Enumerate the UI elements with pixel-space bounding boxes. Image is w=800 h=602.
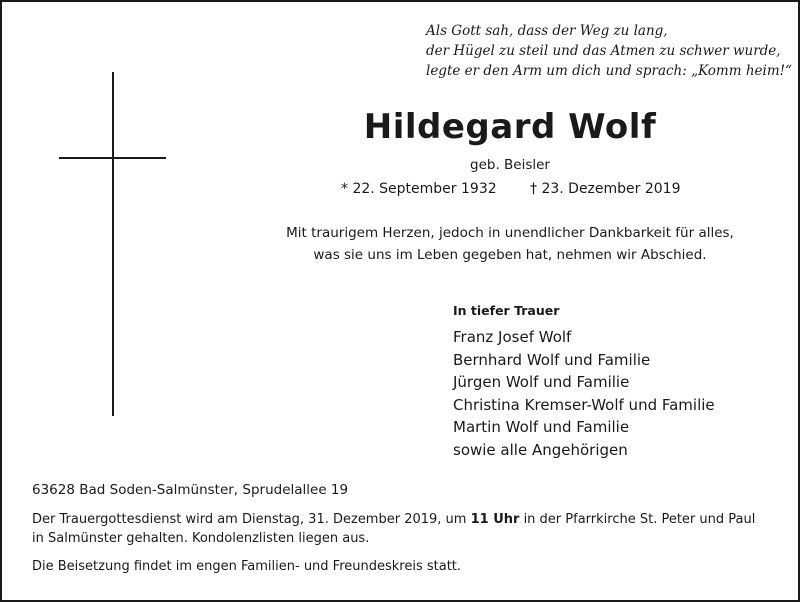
service-time: 11 Uhr <box>470 512 520 527</box>
mourner-item: Martin Wolf und Familie <box>453 418 630 436</box>
cross-icon-horizontal <box>59 157 166 159</box>
mourner-item: Jürgen Wolf und Familie <box>453 373 630 391</box>
service-line-2: in Salmünster gehalten. Kondolenzlisten liegen aus. <box>32 531 370 546</box>
family-address: 63628 Bad Soden-Salmünster, Sprudelallee 19 <box>32 482 349 498</box>
mourner-item: Bernhard Wolf und Familie <box>453 350 651 369</box>
cross-icon-vertical <box>112 72 114 416</box>
message-line-1: Mit traurigem Herzen, jedoch in unendlicher Dankbarkeit für alles, <box>286 225 734 241</box>
mourner-item: sowie alle Angehörigen <box>453 440 628 459</box>
mourner-item: Christina Kremser-Wolf und Familie <box>453 395 715 414</box>
farewell-message <box>250 222 770 266</box>
quote-line-3: legte er den Arm um dich und sprach: „Komm heim!“ <box>426 63 792 79</box>
quote-line-2: der Hügel zu steil und das Atmen zu schwer wurde, <box>426 43 781 59</box>
deceased-name: Hildegard Wolf <box>363 107 657 147</box>
birth-date: * 22. September 1932 <box>341 181 497 197</box>
poem-quote <box>426 21 792 81</box>
mourning-heading: In tiefer Trauer <box>453 303 560 318</box>
service-text-part1: Der Trauergottesdienst wird am Dienstag, 31. Dezember 2019, um <box>32 512 471 527</box>
maiden-name: geb. Beisler <box>470 157 550 173</box>
service-line-1 <box>32 510 755 529</box>
service-info <box>32 510 755 548</box>
burial-info: Die Beisetzung findet im engen Familien- und Freundeskreis statt. <box>32 559 462 574</box>
quote-line-1: Als Gott sah, dass der Weg zu lang, <box>426 23 668 39</box>
mourners-list <box>453 326 715 461</box>
death-date: † 23. Dezember 2019 <box>530 181 681 197</box>
service-text-part2: in der Pfarrkirche St. Peter und Paul <box>519 512 756 527</box>
message-line-2: was sie uns im Leben gegeben hat, nehmen wir Abschied. <box>313 247 707 263</box>
mourner-item: Franz Josef Wolf <box>453 328 572 346</box>
